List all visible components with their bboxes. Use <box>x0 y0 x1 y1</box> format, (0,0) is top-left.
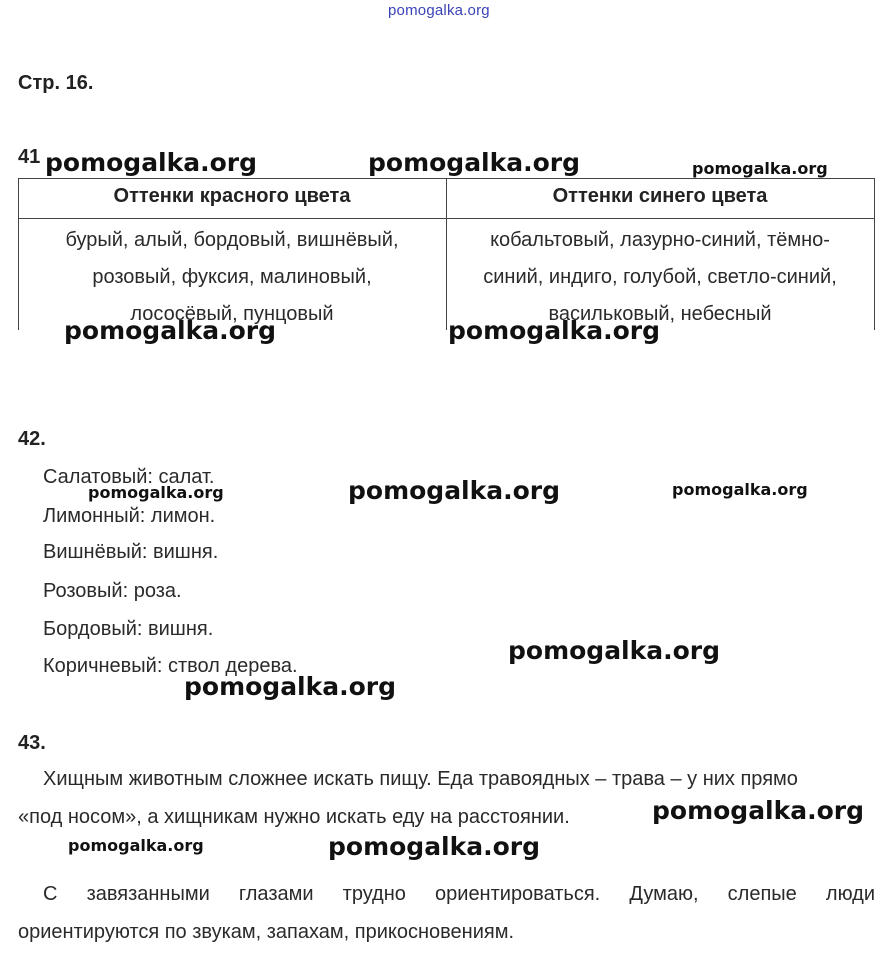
colors-table <box>18 178 875 330</box>
task-43-paragraph-1-line-1: Хищным животным сложнее искать пищу. Еда травоядных – трава – у них прямо <box>43 768 798 790</box>
table-border-right <box>874 178 875 330</box>
page-title: Стр. 16. <box>18 72 94 94</box>
blue-line: васильковый, небесный <box>548 303 772 325</box>
task-42-item: Вишнёвый: вишня. <box>43 541 219 563</box>
watermark: pomogalka.org <box>45 148 258 177</box>
task-42-item: Бордовый: вишня. <box>43 618 214 640</box>
red-line: розовый, фуксия, малиновый, <box>92 266 372 288</box>
watermark: pomogalka.org <box>692 159 828 178</box>
task-43-paragraph-1-line-2: «под носом», а хищникам нужно искать еду на расстоянии. <box>18 806 570 828</box>
watermark: pomogalka.org <box>448 316 661 345</box>
watermark: pomogalka.org <box>348 476 561 505</box>
table-header-blue: Оттенки синего цвета <box>552 185 768 207</box>
task-42-item: Салатовый: салат. <box>43 466 215 488</box>
task-43-number: 43. <box>18 732 46 754</box>
table-header-red: Оттенки красного цвета <box>113 185 351 207</box>
watermark: pomogalka.org <box>652 796 865 825</box>
watermark: pomogalka.org <box>328 832 541 861</box>
site-watermark-header: pomogalka.org <box>388 2 490 19</box>
blue-line: синий, индиго, голубой, светло-синий, <box>483 266 837 288</box>
task-43-paragraph-2-line-1: С завязанными глазами трудно ориентироваться. Думаю, слепые люди <box>43 883 875 905</box>
watermark: pomogalka.org <box>88 483 224 502</box>
task-42-item: Коричневый: ствол дерева. <box>43 655 298 677</box>
watermark: pomogalka.org <box>672 480 808 499</box>
watermark: pomogalka.org <box>68 836 204 855</box>
blue-line: кобальтовый, лазурно-синий, тёмно- <box>490 229 830 251</box>
red-line: бурый, алый, бордовый, вишнёвый, <box>65 229 399 251</box>
watermark: pomogalka.org <box>368 148 581 177</box>
task-42-number: 42. <box>18 428 46 450</box>
watermark: pomogalka.org <box>64 316 277 345</box>
red-line: лососёвый, пунцовый <box>130 303 334 325</box>
watermark: pomogalka.org <box>508 636 721 665</box>
task-42-item: Лимонный: лимон. <box>43 505 216 527</box>
watermark: pomogalka.org <box>184 672 397 701</box>
task-43-paragraph-2-line-2: ориентируются по звукам, запахам, прикосновениям. <box>18 921 515 943</box>
task-41-number: 41 <box>18 146 41 168</box>
task-42-item: Розовый: роза. <box>43 580 182 602</box>
